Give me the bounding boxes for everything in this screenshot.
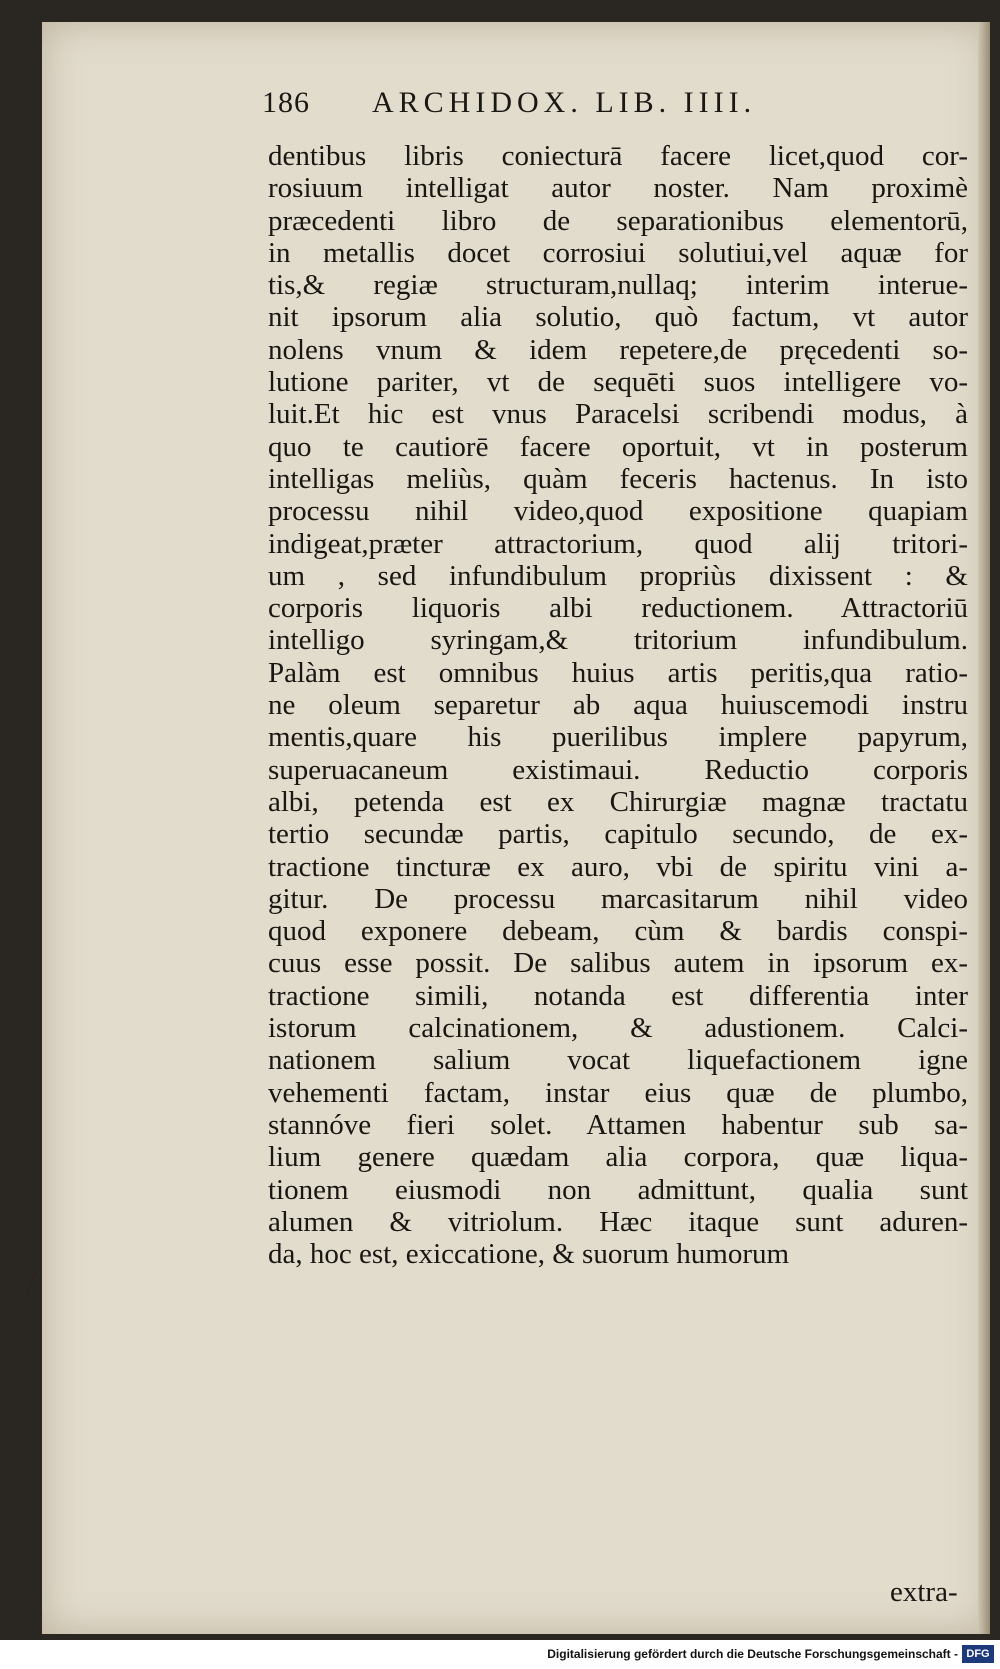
text-line: quo te cautiorē facere oportuit, vt in posterum — [268, 430, 968, 463]
text-line: luit.Et hic est vnus Paracelsi scribendi modus, à — [268, 398, 968, 431]
text-line: præcedenti libro de separationibus elementorū, — [268, 204, 968, 237]
text-line: nolens vnum & idem repetere,de pręcedenti so- — [268, 333, 968, 366]
text-line: alumen & vitriolum. Hæc itaque sunt aduren- — [268, 1205, 968, 1238]
text-line: cuus esse possit. De salibus autem in ipsorum ex- — [268, 947, 968, 980]
page-edge — [978, 22, 990, 1634]
running-title: ARCHIDOX. LIB. IIII. — [372, 86, 757, 119]
text-line: in metallis docet corrosiui solutiui,vel aquæ for — [268, 236, 968, 269]
body-text — [268, 140, 968, 1270]
text-line: processu nihil video,quod expositione quapiam — [268, 495, 968, 528]
text-line: ne oleum separetur ab aqua huiuscemodi instru — [268, 689, 968, 722]
text-line: um , sed infundibulum propriùs dixissent : & — [268, 559, 968, 592]
text-line: rosiuum intelligat autor noster. Nam proximè — [268, 172, 968, 205]
text-line: indigeat,præter attractorium, quod alij tritori- — [268, 527, 968, 560]
dfg-logo: DFG — [962, 1645, 994, 1663]
running-head — [262, 86, 902, 136]
text-line: gitur. De processu marcasitarum nihil video — [268, 882, 968, 915]
text-line: quod exponere debeam, cùm & bardis conspi- — [268, 915, 968, 948]
footer-bar — [0, 1640, 1000, 1669]
text-line: tertio secundæ partis, capitulo secundo, de ex- — [268, 818, 968, 851]
text-line: dentibus libris coniecturā facere licet,quod cor- — [268, 140, 968, 172]
text-line: tionem eiusmodi non admittunt, qualia sunt — [268, 1173, 968, 1206]
text-line: intelligo syringam,& tritorium infundibulum. — [268, 624, 968, 657]
text-line: intelligas meliùs, quàm feceris hactenus. In isto — [268, 462, 968, 495]
text-line: tis,& regiæ structuram,nullaq; interim interue- — [268, 269, 968, 302]
text-line: mentis,quare his puerilibus implere papyrum, — [268, 721, 968, 754]
text-line: corporis liquoris albi reductionem. Attractoriū — [268, 592, 968, 625]
funding-credit: Digitalisierung gefördert durch die Deutsche Forschungsgemeinschaft - — [547, 1647, 958, 1661]
text-line: nationem salium vocat liquefactionem igne — [268, 1044, 968, 1077]
text-line: tractione simili, notanda est differentia inter — [268, 979, 968, 1012]
text-line: istorum calcinationem, & adustionem. Calci- — [268, 1012, 968, 1045]
text-line: Palàm est omnibus huius artis peritis,qua ratio- — [268, 656, 968, 689]
text-line: nit ipsorum alia solutio, quò factum, vt autor — [268, 301, 968, 334]
text-line: superuacaneum existimaui. Reductio corporis — [268, 753, 968, 786]
catchword: extra- — [890, 1576, 958, 1608]
text-line: lium genere quædam alia corpora, quæ liqua- — [268, 1141, 968, 1174]
text-line: lutione pariter, vt de sequēti suos intelligere vo- — [268, 366, 968, 399]
text-line: tractione tincturæ ex auro, vbi de spiritu vini a- — [268, 850, 968, 883]
page-number: 186 — [262, 86, 310, 119]
text-line: albi, petenda est ex Chirurgiæ magnæ tractatu — [268, 785, 968, 818]
text-line: vehementi factam, instar eius quæ de plumbo, — [268, 1076, 968, 1109]
text-line: stannóve fieri solet. Attamen habentur sub sa- — [268, 1108, 968, 1141]
text-line: da, hoc est, exiccatione, & suorum humorum — [268, 1238, 790, 1271]
